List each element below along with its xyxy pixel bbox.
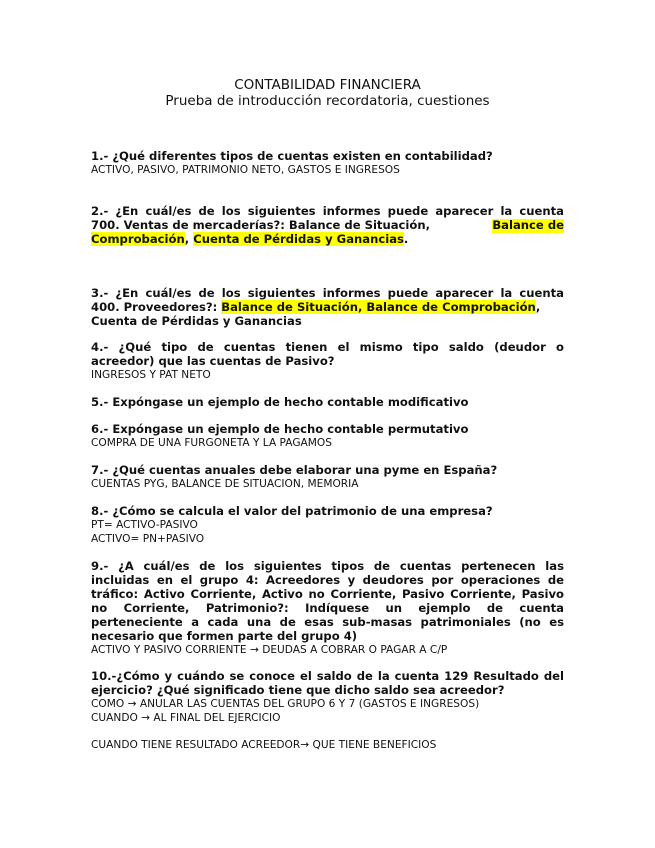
answer-8-line-1: PT= ACTIVO-PASIVO xyxy=(91,519,198,531)
question-9-line-6: necesario que formen parte del grupo 4) xyxy=(91,629,358,643)
question-9-line-2: incluidas en el grupo 4: Acreedores y deudores por operaciones de xyxy=(91,573,564,587)
question-9-line-5: perteneciente a cada una de esas sub-masas patrimoniales (no es xyxy=(91,615,564,629)
question-6: 6.- Expóngase un ejemplo de hecho contable permutativo xyxy=(91,422,469,436)
document-title: CONTABILIDAD FINANCIERA xyxy=(234,77,421,93)
answer-10-line-3: CUANDO TIENE RESULTADO ACREEDOR→ QUE TIENE BENEFICIOS xyxy=(91,739,437,751)
question-7: 7.- ¿Qué cuentas anuales debe elaborar una pyme en España? xyxy=(91,463,498,477)
answer-9: ACTIVO Y PASIVO CORRIENTE → DEUDAS A COBRAR O PAGAR A C/P xyxy=(91,644,448,656)
document-subtitle: Prueba de introducción recordatoria, cuestiones xyxy=(165,93,490,109)
question-3-line-3: Cuenta de Pérdidas y Ganancias xyxy=(91,314,302,328)
question-5: 5.- Expóngase un ejemplo de hecho contable modificativo xyxy=(91,395,469,409)
answer-4: INGRESOS Y PAT NETO xyxy=(91,369,211,381)
highlight-comprobacion: Comprobación xyxy=(91,232,185,246)
answer-6: COMPRA DE UNA FURGONETA Y LA PAGAMOS xyxy=(91,437,332,449)
question-2-line-1: 2.- ¿En cuál/es de los siguientes informes puede aparecer la cuenta xyxy=(91,204,564,218)
question-3-text: 400. Proveedores?: xyxy=(91,300,218,314)
period: . xyxy=(403,232,409,246)
question-9-line-4: no Corriente, Patrimonio?: Indíquese un ejemplo de cuenta xyxy=(91,601,564,615)
question-2-text: 700. Ventas de mercaderías?: Balance de Situación, xyxy=(91,218,431,232)
answer-8-line-2: ACTIVO= PN+PASIVO xyxy=(91,533,205,545)
comma: , xyxy=(535,300,541,314)
question-4-line-2: acreedor) que las cuentas de Pasivo? xyxy=(91,354,335,368)
question-2-line-2 xyxy=(91,219,564,233)
question-3-line-1: 3.- ¿En cuál/es de los siguientes informes puede aparecer la cuenta xyxy=(91,286,564,300)
question-8: 8.- ¿Cómo se calcula el valor del patrimonio de una empresa? xyxy=(91,504,493,518)
question-2-line-3 xyxy=(91,233,564,247)
answer-1: ACTIVO, PASIVO, PATRIMONIO NETO, GASTOS E INGRESOS xyxy=(91,164,400,176)
answer-7: CUENTAS PYG, BALANCE DE SITUACION, MEMORIA xyxy=(91,478,359,490)
answer-10-line-1: COMO → ANULAR LAS CUENTAS DEL GRUPO 6 Y 7 (GASTOS E INGRESOS) xyxy=(91,698,480,710)
question-10-line-2: ejercicio? ¿Qué significado tiene que dicho saldo sea acreedor? xyxy=(91,683,505,697)
highlight-balances: Balance de Situación, Balance de Comprobación xyxy=(221,300,536,314)
separator: , xyxy=(184,232,190,246)
question-9-line-3: tráfico: Activo Corriente, Activo no Corriente, Pasivo Corriente, Pasivo xyxy=(91,587,564,601)
highlight-balance-de: Balance de xyxy=(492,218,564,232)
highlight-pyg: Cuenta de Pérdidas y Ganancias xyxy=(193,232,404,246)
question-9-line-1: 9.- ¿A cuál/es de los siguientes tipos de cuentas pertenecen las xyxy=(91,559,564,573)
question-4-line-1: 4.- ¿Qué tipo de cuentas tienen el mismo tipo saldo (deudor o xyxy=(91,340,564,354)
question-1: 1.- ¿Qué diferentes tipos de cuentas existen en contabilidad? xyxy=(91,149,493,163)
answer-10-line-2: CUANDO → AL FINAL DEL EJERCICIO xyxy=(91,712,281,724)
question-3-line-2 xyxy=(91,301,564,315)
question-10-line-1: 10.-¿Cómo y cuándo se conoce el saldo de la cuenta 129 Resultado del xyxy=(91,669,564,683)
